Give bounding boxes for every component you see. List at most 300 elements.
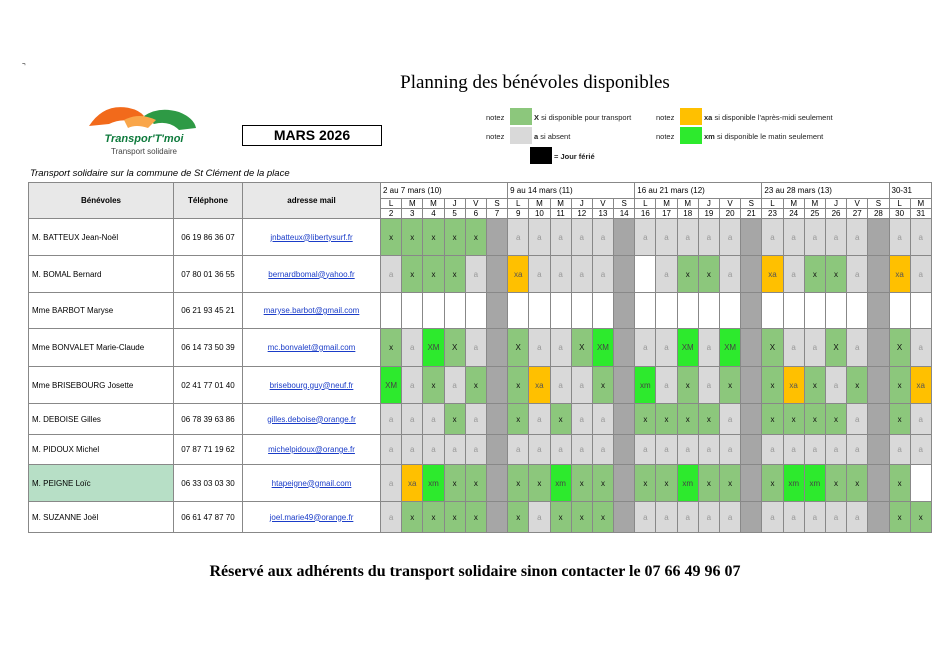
- availability-cell: a: [783, 219, 804, 256]
- legend-green-swatch: [510, 108, 532, 125]
- availability-cell: a: [783, 502, 804, 533]
- col-header-mail: adresse mail: [243, 183, 381, 219]
- availability-cell: x: [571, 465, 592, 502]
- availability-cell: [741, 256, 762, 293]
- availability-cell: a: [423, 435, 444, 465]
- availability-cell: [741, 404, 762, 435]
- availability-cell: a: [847, 256, 868, 293]
- availability-cell: [720, 293, 741, 329]
- availability-cell: a: [804, 435, 825, 465]
- volunteer-row: [29, 502, 932, 533]
- day-letter: L: [508, 199, 529, 209]
- availability-cell: [741, 465, 762, 502]
- volunteer-phone: 06 14 73 50 39: [174, 329, 243, 367]
- availability-cell: a: [465, 329, 486, 367]
- availability-cell: x: [677, 367, 698, 404]
- footer-notice: Réservé aux adhérents du transport solidaire sinon contacter le 07 66 49 96 07: [209, 563, 741, 580]
- availability-cell: a: [550, 329, 571, 367]
- availability-cell: a: [423, 404, 444, 435]
- day-number: 2: [381, 209, 402, 219]
- day-number: 5: [444, 209, 465, 219]
- availability-cell: a: [402, 435, 423, 465]
- availability-cell: xm: [635, 367, 656, 404]
- availability-cell: xm: [804, 465, 825, 502]
- availability-cell: x: [529, 465, 550, 502]
- volunteer-name: Mme BARBOT Maryse: [29, 293, 174, 329]
- availability-cell: [635, 293, 656, 329]
- availability-cell: a: [720, 404, 741, 435]
- day-number: 13: [592, 209, 613, 219]
- volunteer-row: [29, 435, 932, 465]
- volunteer-email-link[interactable]: brisebourg.guy@neuf.fr: [243, 367, 381, 404]
- availability-cell: [592, 293, 613, 329]
- availability-cell: a: [847, 435, 868, 465]
- day-number: 17: [656, 209, 677, 219]
- availability-cell: a: [677, 219, 698, 256]
- availability-cell: x: [762, 404, 783, 435]
- day-number: 14: [614, 209, 635, 219]
- legend-grey-text: si absent: [540, 132, 571, 141]
- availability-cell: XM: [677, 329, 698, 367]
- legend-notez: notez: [656, 113, 675, 122]
- availability-cell: a: [910, 219, 931, 256]
- availability-cell: [868, 219, 889, 256]
- volunteer-email-link[interactable]: htapeigne@gmail.com: [243, 465, 381, 502]
- availability-cell: a: [825, 502, 846, 533]
- availability-cell: [868, 256, 889, 293]
- availability-cell: x: [889, 465, 910, 502]
- availability-cell: [741, 502, 762, 533]
- availability-cell: xa: [402, 465, 423, 502]
- availability-cell: x: [381, 219, 402, 256]
- availability-cell: XM: [423, 329, 444, 367]
- legend-notez: notez: [486, 113, 505, 122]
- week-header: 30-31: [889, 183, 931, 199]
- availability-cell: x: [423, 367, 444, 404]
- availability-cell: a: [804, 329, 825, 367]
- day-number: 19: [698, 209, 719, 219]
- day-letter: M: [529, 199, 550, 209]
- volunteer-phone: 02 41 77 01 40: [174, 367, 243, 404]
- logo-brand: Transpor'T'moi: [104, 133, 184, 145]
- volunteer-phone: 06 61 47 87 70: [174, 502, 243, 533]
- day-number: 30: [889, 209, 910, 219]
- availability-cell: [486, 435, 507, 465]
- availability-cell: x: [444, 502, 465, 533]
- availability-cell: a: [635, 502, 656, 533]
- availability-cell: x: [550, 502, 571, 533]
- availability-cell: [698, 293, 719, 329]
- availability-cell: a: [529, 256, 550, 293]
- availability-cell: xa: [889, 256, 910, 293]
- availability-cell: x: [592, 502, 613, 533]
- availability-cell: [741, 293, 762, 329]
- availability-cell: a: [656, 256, 677, 293]
- day-letter: M: [656, 199, 677, 209]
- availability-cell: a: [571, 404, 592, 435]
- availability-cell: a: [847, 404, 868, 435]
- day-number: 23: [762, 209, 783, 219]
- availability-cell: [910, 293, 931, 329]
- availability-cell: a: [656, 435, 677, 465]
- availability-cell: x: [635, 404, 656, 435]
- day-letter: J: [444, 199, 465, 209]
- availability-cell: X: [508, 329, 529, 367]
- day-number: 31: [910, 209, 931, 219]
- availability-cell: a: [550, 367, 571, 404]
- volunteer-phone: 06 78 39 63 86: [174, 404, 243, 435]
- availability-cell: a: [783, 256, 804, 293]
- week-header: 9 au 14 mars (11): [508, 183, 635, 199]
- availability-cell: a: [465, 404, 486, 435]
- availability-cell: X: [889, 329, 910, 367]
- availability-cell: x: [825, 465, 846, 502]
- availability-cell: x: [825, 404, 846, 435]
- availability-cell: a: [381, 256, 402, 293]
- availability-cell: a: [635, 329, 656, 367]
- availability-cell: a: [910, 329, 931, 367]
- availability-cell: x: [720, 367, 741, 404]
- availability-cell: [868, 329, 889, 367]
- legend-orange-code: xa: [704, 113, 713, 122]
- volunteer-row: [29, 465, 932, 502]
- availability-cell: xm: [423, 465, 444, 502]
- day-letter: M: [423, 199, 444, 209]
- availability-cell: xa: [910, 367, 931, 404]
- volunteer-row: [29, 293, 932, 329]
- logo-hands-icon: [84, 98, 204, 138]
- volunteer-email-link[interactable]: bernardbomal@yahoo.fr: [243, 256, 381, 293]
- day-number: 21: [741, 209, 762, 219]
- volunteer-name: M. PIDOUX Michel: [29, 435, 174, 465]
- availability-cell: [656, 293, 677, 329]
- availability-cell: [741, 435, 762, 465]
- availability-cell: a: [571, 219, 592, 256]
- legend-notez: notez: [486, 132, 505, 141]
- availability-cell: [614, 404, 635, 435]
- availability-cell: [614, 435, 635, 465]
- availability-cell: [741, 329, 762, 367]
- day-letter: M: [402, 199, 423, 209]
- day-letter: S: [614, 199, 635, 209]
- day-number: 16: [635, 209, 656, 219]
- availability-cell: [741, 219, 762, 256]
- month-label: MARS 2026: [242, 125, 382, 146]
- availability-cell: [614, 329, 635, 367]
- availability-cell: [804, 293, 825, 329]
- day-letter: M: [804, 199, 825, 209]
- availability-cell: a: [783, 329, 804, 367]
- availability-cell: a: [508, 219, 529, 256]
- volunteer-phone: 06 33 03 03 30: [174, 465, 243, 502]
- availability-cell: x: [465, 219, 486, 256]
- volunteer-row: [29, 256, 932, 293]
- day-number: 12: [571, 209, 592, 219]
- availability-cell: [550, 293, 571, 329]
- availability-cell: a: [635, 435, 656, 465]
- availability-cell: a: [571, 367, 592, 404]
- week-header: 2 au 7 mars (10): [381, 183, 508, 199]
- availability-cell: [465, 293, 486, 329]
- day-letter: V: [592, 199, 613, 209]
- availability-cell: [889, 293, 910, 329]
- availability-cell: x: [804, 367, 825, 404]
- day-letter: J: [571, 199, 592, 209]
- subtitle: Transport solidaire sur la commune de St Clément de la place: [30, 168, 290, 179]
- availability-cell: a: [402, 329, 423, 367]
- availability-cell: x: [783, 404, 804, 435]
- col-header-benevoles: Bénévoles: [29, 183, 174, 219]
- day-letter: M: [550, 199, 571, 209]
- availability-cell: [614, 219, 635, 256]
- availability-cell: a: [677, 435, 698, 465]
- availability-cell: a: [402, 367, 423, 404]
- availability-cell: x: [381, 329, 402, 367]
- day-letter: L: [635, 199, 656, 209]
- availability-cell: [529, 293, 550, 329]
- availability-cell: x: [465, 367, 486, 404]
- availability-cell: a: [571, 435, 592, 465]
- day-letter: V: [847, 199, 868, 209]
- availability-cell: xm: [783, 465, 804, 502]
- availability-cell: xa: [508, 256, 529, 293]
- volunteer-email-link[interactable]: jnbatteux@libertysurf.fr: [243, 219, 381, 256]
- availability-cell: a: [698, 502, 719, 533]
- availability-cell: a: [381, 465, 402, 502]
- volunteer-name: M. BATTEUX Jean-Noël: [29, 219, 174, 256]
- availability-cell: a: [402, 404, 423, 435]
- volunteer-email-link[interactable]: gilles.deboise@orange.fr: [243, 404, 381, 435]
- availability-cell: x: [656, 404, 677, 435]
- availability-cell: a: [825, 435, 846, 465]
- availability-cell: [910, 465, 931, 502]
- availability-cell: a: [550, 435, 571, 465]
- availability-cell: x: [423, 256, 444, 293]
- legend-notez: notez: [656, 132, 675, 141]
- day-number: 18: [677, 209, 698, 219]
- legend-bright-swatch: [680, 127, 702, 144]
- availability-cell: [762, 293, 783, 329]
- availability-cell: a: [444, 367, 465, 404]
- volunteer-phone: 06 21 93 45 21: [174, 293, 243, 329]
- day-number: 27: [847, 209, 868, 219]
- availability-cell: x: [571, 502, 592, 533]
- volunteer-name: M. DEBOISE Gilles: [29, 404, 174, 435]
- availability-cell: XM: [592, 329, 613, 367]
- availability-cell: xm: [677, 465, 698, 502]
- availability-cell: [486, 502, 507, 533]
- col-header-telephone: Téléphone: [174, 183, 243, 219]
- volunteer-email-link[interactable]: mc.bonvalet@gmail.com: [243, 329, 381, 367]
- availability-cell: x: [402, 502, 423, 533]
- volunteer-name: Mme BONVALET Marie-Claude: [29, 329, 174, 367]
- availability-cell: a: [529, 219, 550, 256]
- availability-cell: a: [656, 329, 677, 367]
- availability-cell: a: [825, 367, 846, 404]
- availability-cell: a: [381, 502, 402, 533]
- day-letter: L: [889, 199, 910, 209]
- availability-cell: xm: [550, 465, 571, 502]
- volunteer-row: [29, 404, 932, 435]
- availability-cell: a: [847, 329, 868, 367]
- availability-cell: x: [508, 367, 529, 404]
- volunteer-phone: 06 19 86 36 07: [174, 219, 243, 256]
- availability-cell: a: [381, 435, 402, 465]
- legend-orange-text: si disponible l'après-midi seulement: [714, 113, 833, 122]
- availability-cell: [486, 465, 507, 502]
- availability-cell: a: [550, 219, 571, 256]
- availability-cell: [486, 219, 507, 256]
- availability-cell: [381, 293, 402, 329]
- availability-cell: XM: [720, 329, 741, 367]
- availability-cell: a: [592, 219, 613, 256]
- legend-grey-swatch: [510, 127, 532, 144]
- availability-cell: a: [656, 502, 677, 533]
- day-letter: M: [910, 199, 931, 209]
- availability-cell: [868, 404, 889, 435]
- header-row: [29, 183, 932, 199]
- availability-cell: a: [444, 435, 465, 465]
- availability-cell: a: [762, 502, 783, 533]
- availability-cell: a: [910, 256, 931, 293]
- legend-bright-code: xm: [704, 132, 715, 141]
- availability-cell: a: [720, 502, 741, 533]
- availability-cell: a: [465, 435, 486, 465]
- volunteer-phone: 07 87 71 19 62: [174, 435, 243, 465]
- day-number: 11: [550, 209, 571, 219]
- availability-cell: [486, 367, 507, 404]
- day-letter: V: [465, 199, 486, 209]
- volunteer-row: [29, 219, 932, 256]
- volunteer-name: M. SUZANNE Joël: [29, 502, 174, 533]
- availability-cell: a: [910, 435, 931, 465]
- volunteer-email-link[interactable]: maryse.barbot@gmail.com: [243, 293, 381, 329]
- day-number: 6: [465, 209, 486, 219]
- availability-cell: x: [910, 502, 931, 533]
- week-header: 16 au 21 mars (12): [635, 183, 762, 199]
- availability-cell: x: [592, 465, 613, 502]
- availability-cell: a: [762, 219, 783, 256]
- availability-cell: x: [508, 502, 529, 533]
- volunteer-name: Mme BRISEBOURG Josette: [29, 367, 174, 404]
- availability-cell: x: [444, 404, 465, 435]
- availability-cell: xa: [529, 367, 550, 404]
- availability-cell: [614, 256, 635, 293]
- availability-cell: xa: [783, 367, 804, 404]
- volunteer-row: [29, 367, 932, 404]
- availability-cell: x: [847, 367, 868, 404]
- availability-cell: a: [592, 435, 613, 465]
- availability-cell: a: [529, 404, 550, 435]
- planning-table: [28, 182, 932, 533]
- day-letter: L: [762, 199, 783, 209]
- availability-cell: [868, 293, 889, 329]
- volunteer-email-link[interactable]: joel.marie49@orange.fr: [243, 502, 381, 533]
- legend-black-swatch: [530, 147, 552, 164]
- availability-cell: a: [847, 502, 868, 533]
- availability-cell: [868, 367, 889, 404]
- availability-cell: a: [529, 435, 550, 465]
- availability-cell: a: [847, 219, 868, 256]
- day-letter: M: [677, 199, 698, 209]
- day-letter: S: [741, 199, 762, 209]
- availability-cell: x: [402, 256, 423, 293]
- legend-orange-swatch: [680, 108, 702, 125]
- availability-cell: a: [720, 435, 741, 465]
- availability-cell: [508, 293, 529, 329]
- availability-cell: xa: [762, 256, 783, 293]
- availability-cell: a: [465, 256, 486, 293]
- availability-cell: x: [762, 367, 783, 404]
- legend-green-text: si disponible pour transport: [541, 113, 632, 122]
- logo-tagline: Transport solidaire: [111, 147, 177, 156]
- availability-cell: XM: [381, 367, 402, 404]
- day-letter: S: [486, 199, 507, 209]
- availability-cell: x: [804, 256, 825, 293]
- availability-cell: [614, 367, 635, 404]
- availability-cell: [571, 293, 592, 329]
- availability-cell: x: [889, 367, 910, 404]
- volunteer-email-link[interactable]: michelpidoux@orange.fr: [243, 435, 381, 465]
- availability-cell: x: [698, 256, 719, 293]
- availability-cell: [847, 293, 868, 329]
- availability-cell: a: [698, 219, 719, 256]
- availability-cell: x: [592, 367, 613, 404]
- day-letter: L: [381, 199, 402, 209]
- availability-cell: a: [698, 329, 719, 367]
- volunteer-phone: 07 80 01 36 55: [174, 256, 243, 293]
- availability-cell: a: [677, 502, 698, 533]
- availability-cell: [825, 293, 846, 329]
- availability-cell: a: [592, 404, 613, 435]
- availability-cell: a: [762, 435, 783, 465]
- availability-cell: [783, 293, 804, 329]
- day-number: 9: [508, 209, 529, 219]
- legend: [486, 108, 886, 168]
- legend-bright-text: si disponible le matin seulement: [716, 132, 824, 141]
- volunteer-name: M. BOMAL Bernard: [29, 256, 174, 293]
- availability-cell: a: [656, 219, 677, 256]
- availability-cell: x: [847, 465, 868, 502]
- day-number: 26: [825, 209, 846, 219]
- availability-cell: x: [889, 502, 910, 533]
- availability-cell: a: [698, 367, 719, 404]
- volunteer-name: M. PEIGNE Loïc: [29, 465, 174, 502]
- day-letter: S: [868, 199, 889, 209]
- availability-cell: x: [402, 219, 423, 256]
- availability-cell: a: [783, 435, 804, 465]
- availability-cell: x: [550, 404, 571, 435]
- availability-cell: x: [423, 219, 444, 256]
- availability-cell: X: [444, 329, 465, 367]
- availability-cell: [402, 293, 423, 329]
- corner-mark: ¬: [22, 62, 26, 68]
- availability-cell: x: [508, 404, 529, 435]
- availability-cell: X: [825, 329, 846, 367]
- availability-cell: a: [825, 219, 846, 256]
- availability-cell: [741, 367, 762, 404]
- availability-cell: x: [508, 465, 529, 502]
- availability-cell: a: [720, 256, 741, 293]
- availability-cell: x: [656, 465, 677, 502]
- availability-cell: X: [762, 329, 783, 367]
- week-header: 23 au 28 mars (13): [762, 183, 889, 199]
- availability-cell: x: [825, 256, 846, 293]
- availability-cell: [868, 465, 889, 502]
- day-letter: M: [783, 199, 804, 209]
- availability-cell: a: [720, 219, 741, 256]
- availability-cell: x: [465, 502, 486, 533]
